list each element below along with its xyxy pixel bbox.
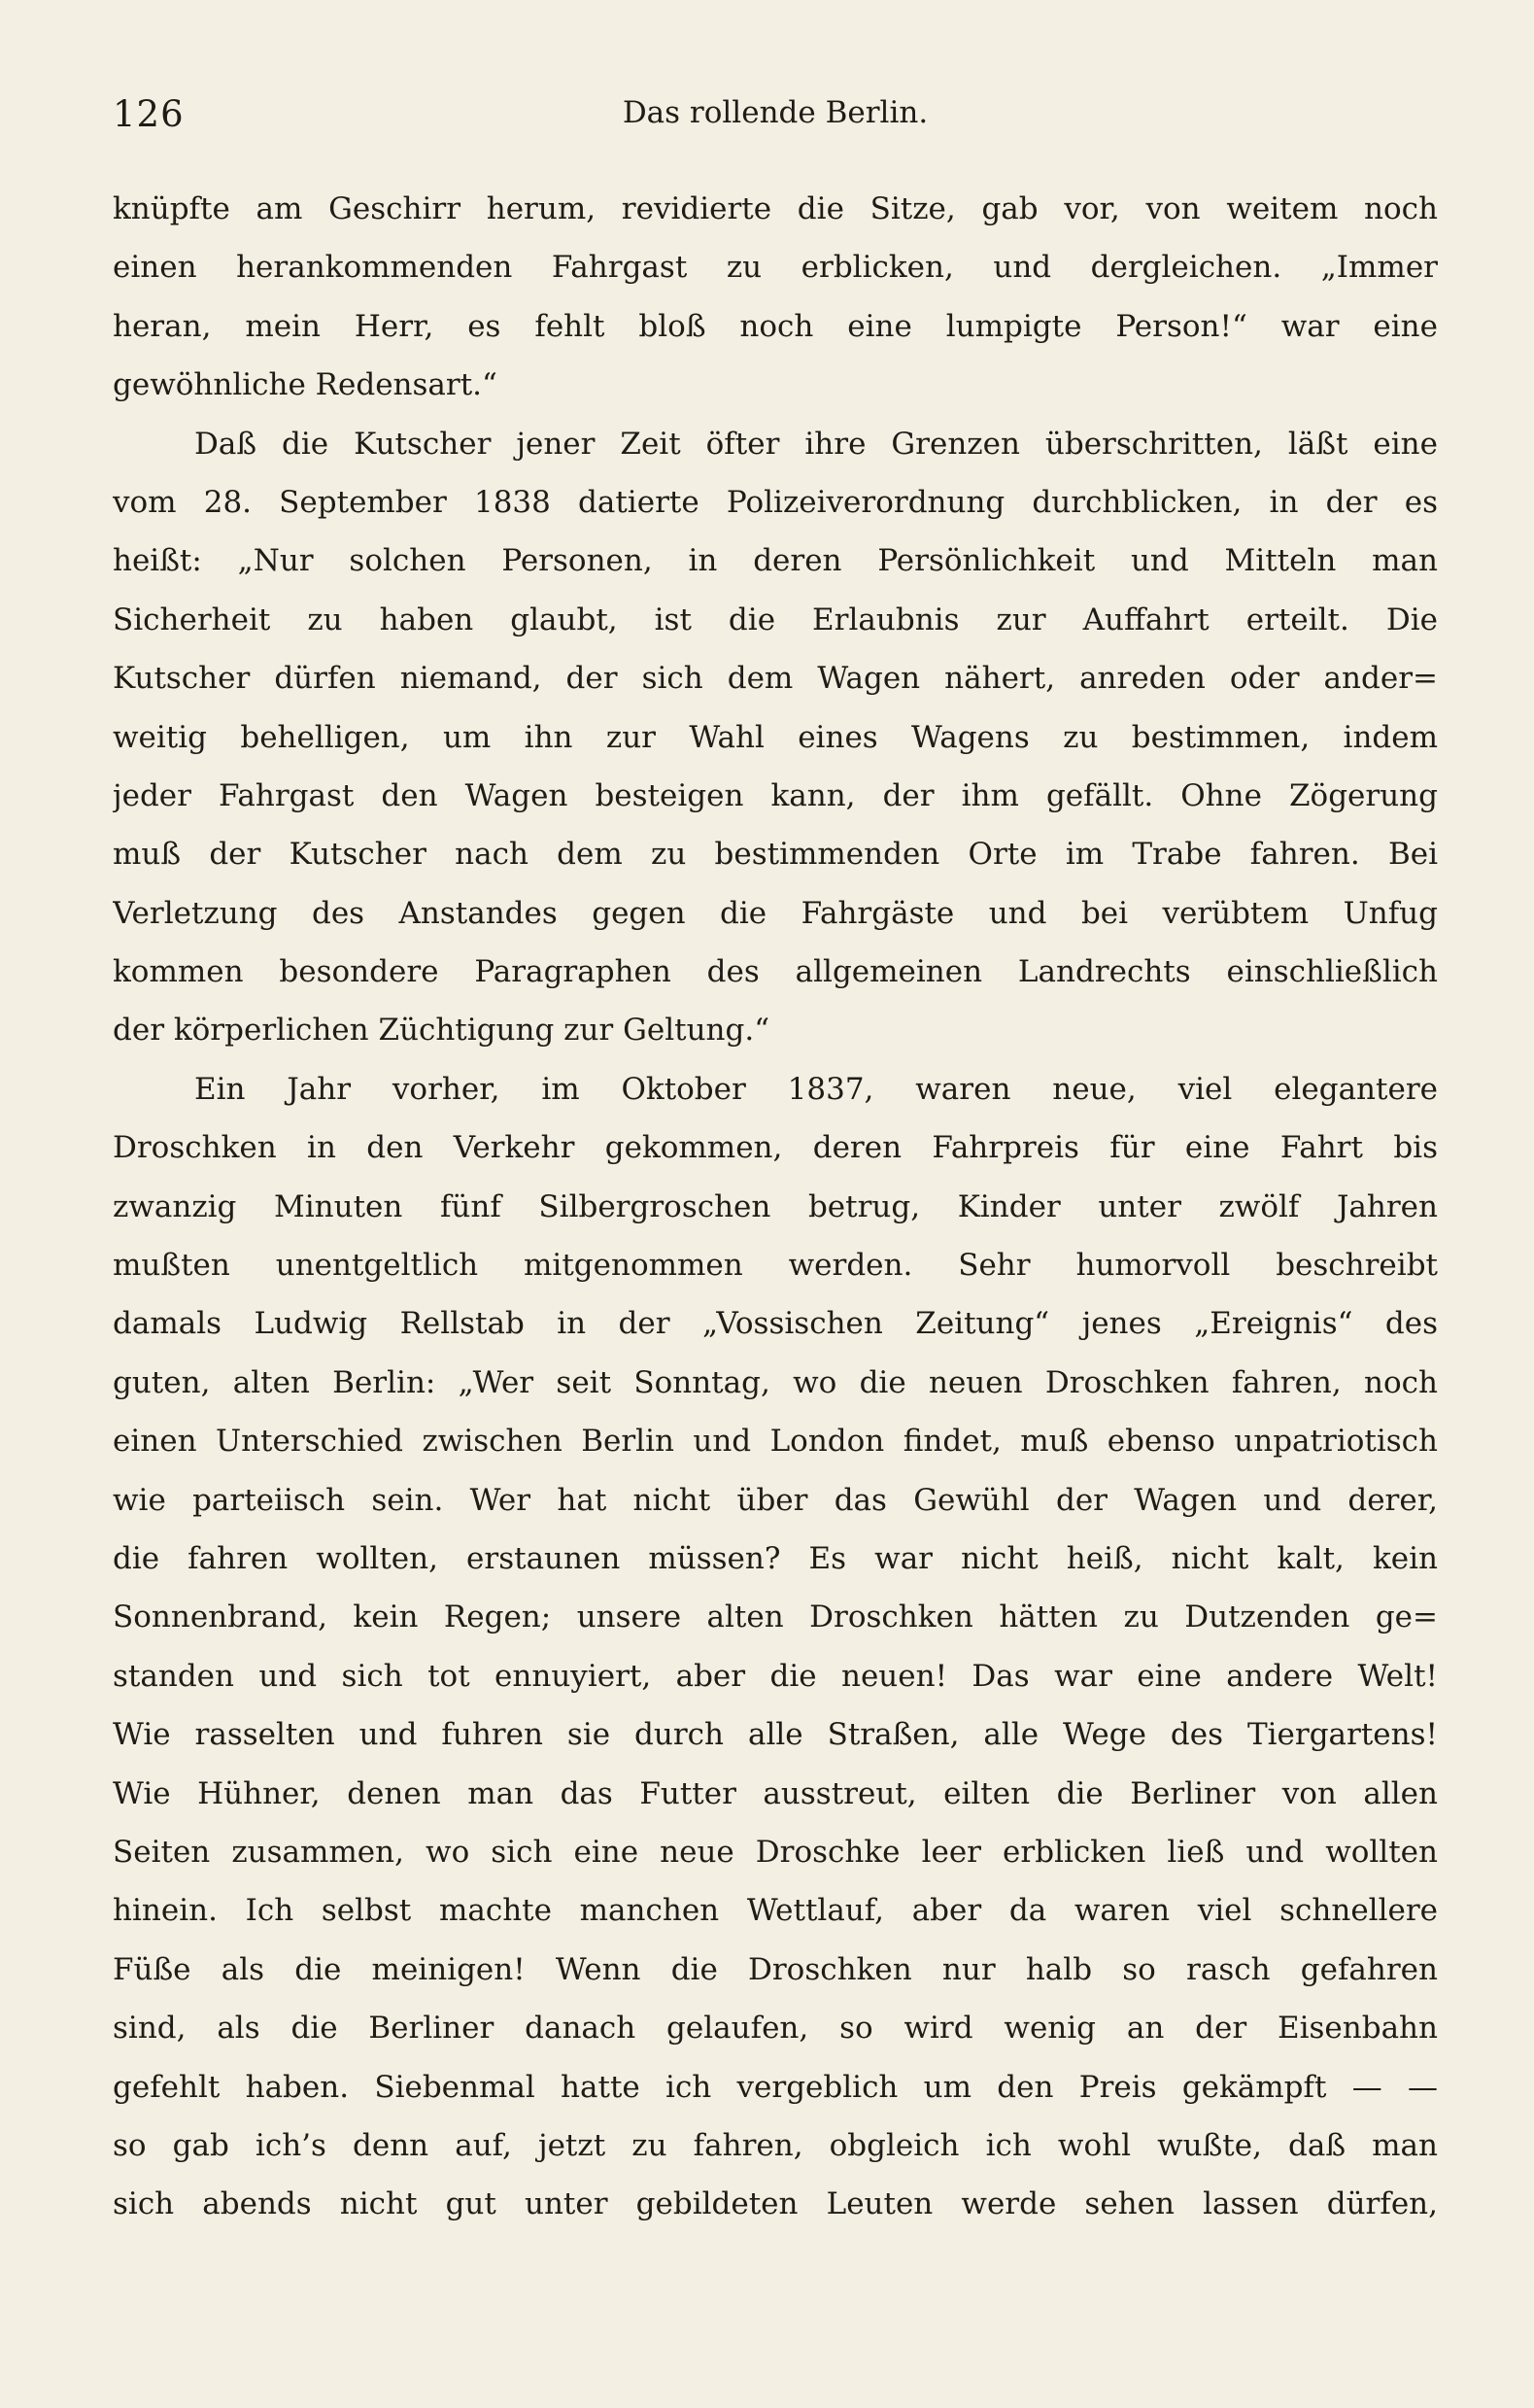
text-line: weitig behelligen, um ihn zur Wahl eines Wagens zu bestimmen, indem: [113, 719, 1438, 755]
page-number: 126: [113, 93, 185, 135]
text-line: Kutscher dürfen niemand, der sich dem Wagen nähert, anreden oder ander=: [113, 661, 1438, 697]
text-line: Sicherheit zu haben glaubt, ist die Erlaubnis zur Auffahrt erteilt. Die: [113, 602, 1438, 637]
text-line: jeder Fahrgast den Wagen besteigen kann, der ihm gefällt. Ohne Zögerung: [113, 777, 1438, 813]
text-line: mußten unentgeltlich mitgenommen werden. Sehr humorvoll beschreibt: [113, 1248, 1438, 1284]
body-text: [113, 180, 1438, 2234]
text-line: gefehlt haben. Siebenmal hatte ich vergeblich um den Preis gekämpft — —: [113, 2069, 1438, 2105]
text-line: gewöhnliche Redensart.“: [113, 367, 497, 403]
text-line: sich abends nicht gut unter gebildeten Leuten werde sehen lassen dürfen,: [113, 2186, 1438, 2222]
text-line: Wie Hühner, denen man das Futter ausstreut, eilten die Berliner von allen: [113, 1775, 1438, 1811]
text-line: muß der Kutscher nach dem zu bestimmenden Orte im Trabe fahren. Bei: [113, 837, 1438, 873]
text-line: zwanzig Minuten fünf Silbergroschen betrug, Kinder unter zwölf Jahren: [113, 1188, 1438, 1224]
page-header: [113, 93, 1438, 140]
text-line: so gab ich’s denn auf, jetzt zu fahren, obgleich ich wohl wußte, daß man: [113, 2127, 1438, 2163]
text-line: guten, alten Berlin: „Wer seit Sonntag, wo die neuen Droschken fahren, noch: [113, 1364, 1438, 1400]
text-line: die fahren wollten, erstaunen müssen? Es war nicht heiß, nicht kalt, kein: [113, 1540, 1438, 1576]
text-line: wie parteiisch sein. Wer hat nicht über das Gewühl der Wagen und derer,: [113, 1482, 1438, 1518]
text-line: Wie rasselten und fuhren sie durch alle Straßen, alle Wege des Tiergartens!: [113, 1717, 1438, 1753]
text-line: heißt: „Nur solchen Personen, in deren Persönlichkeit und Mitteln man: [113, 543, 1438, 579]
text-line: damals Ludwig Rellstab in der „Vossischen Zeitung“ jenes „Ereignis“ des: [113, 1306, 1438, 1342]
text-line: einen Unterschied zwischen Berlin und London findet, muß ebenso unpatriotisch: [113, 1424, 1438, 1460]
running-title: Das rollende Berlin.: [622, 95, 929, 130]
text-line: der körperlichen Züchtigung zur Geltung.“: [113, 1013, 770, 1049]
text-line: kommen besondere Paragraphen des allgemeinen Landrechts einschließlich: [113, 954, 1438, 990]
paragraph-start-line: Ein Jahr vorher, im Oktober 1837, waren neue, viel elegantere: [194, 1071, 1438, 1107]
text-line: hinein. Ich selbst machte manchen Wettlauf, aber da waren viel schnellere: [113, 1893, 1438, 1929]
text-line: knüpfte am Geschirr herum, revidierte die Sitze, gab vor, von weitem noch: [113, 191, 1438, 226]
text-line: einen herankommenden Fahrgast zu erblicken, und dergleichen. „Immer: [113, 250, 1438, 286]
text-line: sind, als die Berliner danach gelaufen, so wird wenig an der Eisenbahn: [113, 2011, 1438, 2047]
text-line: Droschken in den Verkehr gekommen, deren Fahrpreis für eine Fahrt bis: [113, 1130, 1438, 1166]
text-line: Füße als die meinigen! Wenn die Droschken nur halb so rasch gefahren: [113, 1951, 1438, 1987]
text-line: Verletzung des Anstandes gegen die Fahrgäste und bei verübtem Unfug: [113, 895, 1438, 931]
paragraph-start-line: Daß die Kutscher jener Zeit öfter ihre Grenzen überschritten, läßt eine: [194, 426, 1438, 462]
text-line: Sonnenbrand, kein Regen; unsere alten Droschken hätten zu Dutzenden ge=: [113, 1600, 1438, 1635]
text-line: heran, mein Herr, es fehlt bloß noch eine lumpigte Person!“ war eine: [113, 308, 1438, 344]
text-line: Seiten zusammen, wo sich eine neue Droschke leer erblicken ließ und wollten: [113, 1834, 1438, 1870]
text-line: vom 28. September 1838 datierte Polizeiverordnung durchblicken, in der es: [113, 484, 1438, 520]
text-line: standen und sich tot ennuyiert, aber die neuen! Das war eine andere Welt!: [113, 1658, 1438, 1694]
